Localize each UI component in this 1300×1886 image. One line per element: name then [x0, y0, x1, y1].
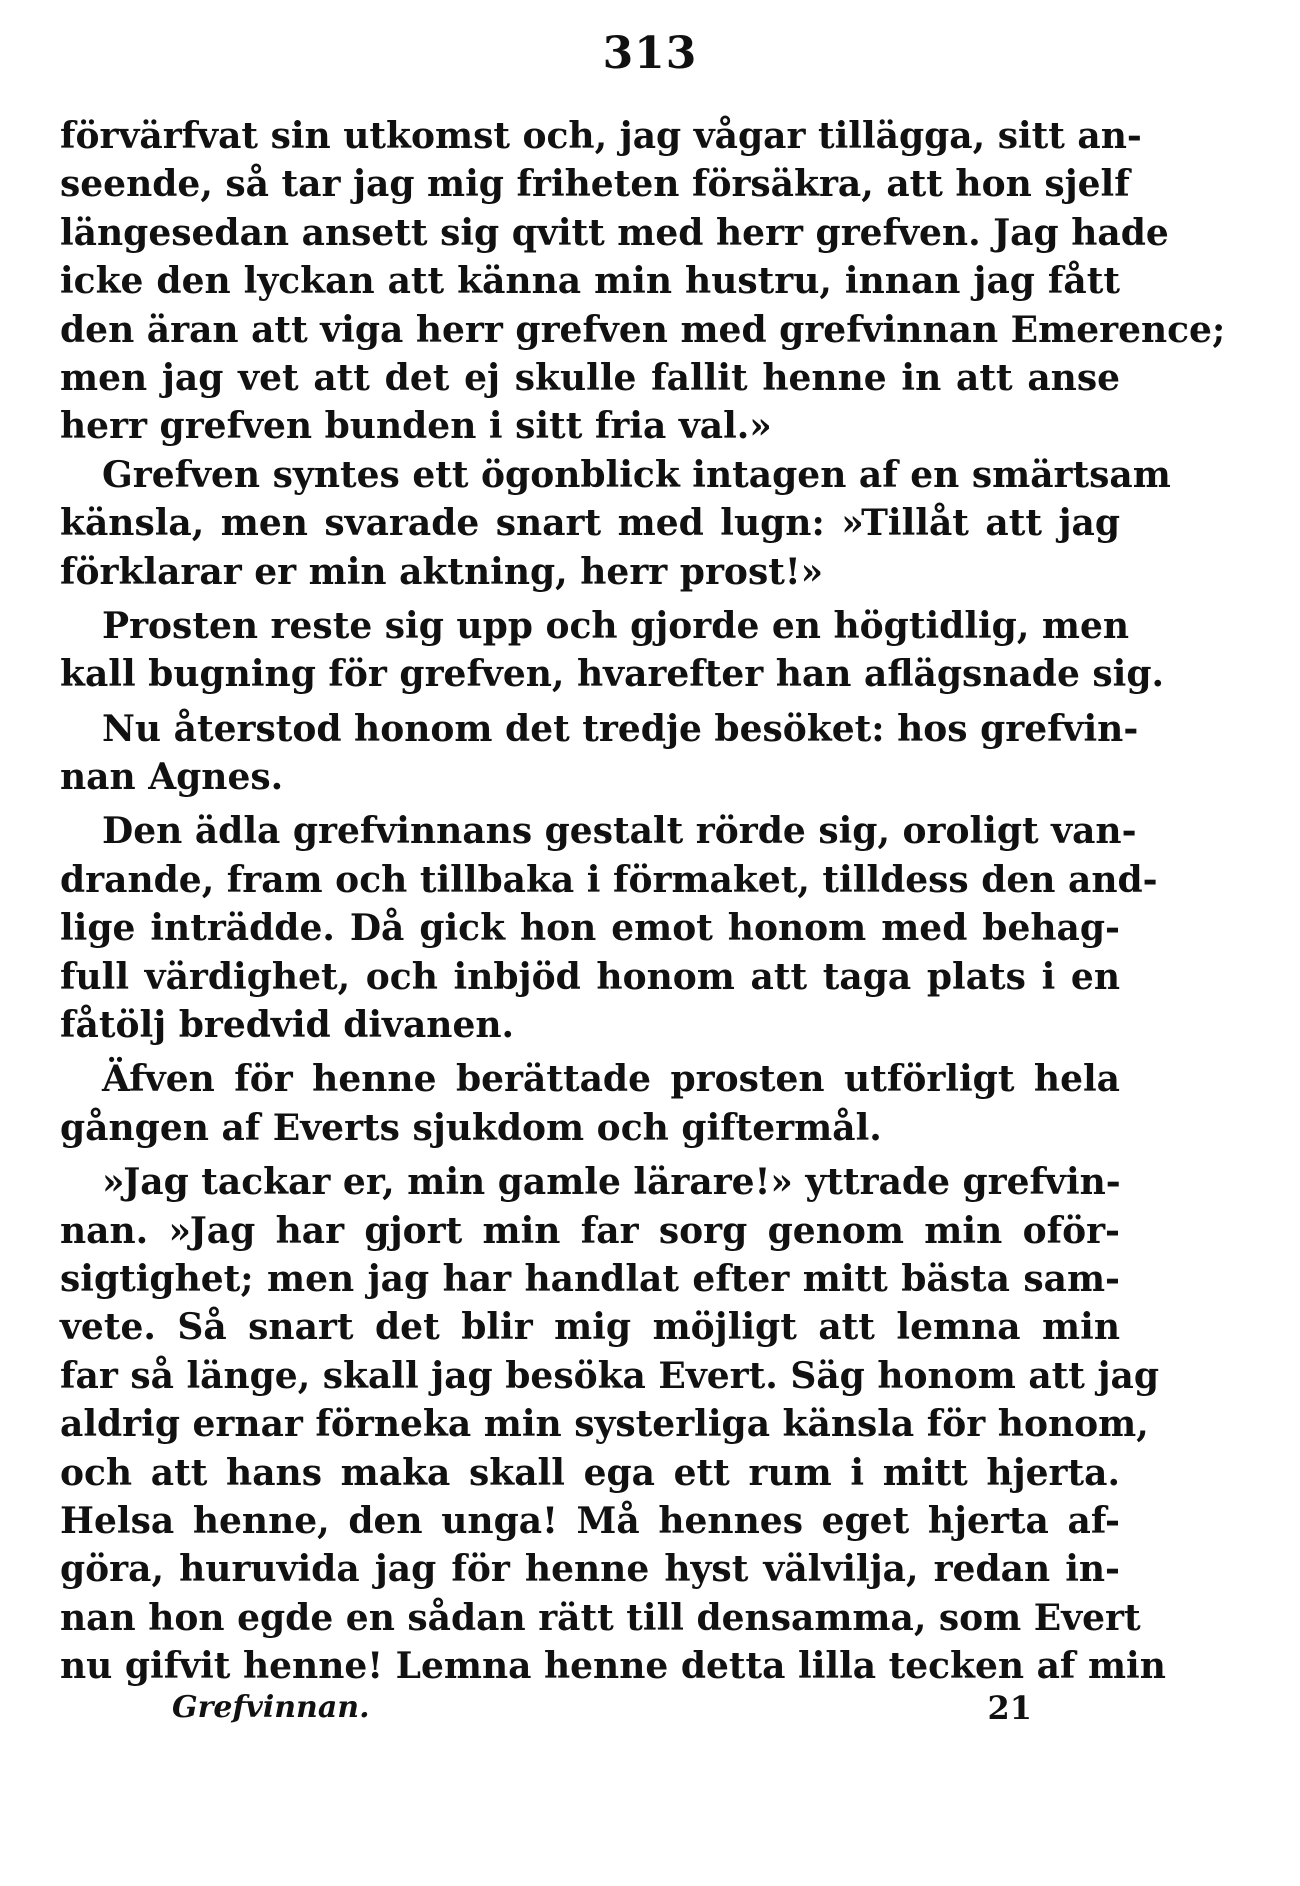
- text-line: kall bugning för grefven, hvarefter han aflägsnade sig.: [60, 653, 1165, 696]
- text-line: men jag vet att det ej skulle fallit henne in att anse: [60, 356, 1120, 399]
- sheet-number: 21: [987, 1689, 1032, 1727]
- text-line: nan. »Jag har gjort min far sorg genom min oför-: [60, 1209, 1120, 1252]
- text-line: längesedan ansett sig qvitt med herr grefven. Jag hade: [60, 211, 1169, 254]
- text-line: nu gifvit henne! Lemna henne detta lilla tecken af min: [60, 1645, 1166, 1688]
- text-line: Nu återstod honom det tredje besöket: hos grefvin-: [102, 707, 1139, 750]
- text-line: förvärfvat sin utkomst och, jag vågar tillägga, sitt an-: [60, 115, 1142, 157]
- text-line: lige inträdde. Då gick hon emot honom med behag-: [60, 907, 1120, 950]
- text-line: den äran att viga herr grefven med grefvinnan Emerence;: [60, 308, 1226, 351]
- text-line: drande, fram och tillbaka i förmaket, tilldess den and-: [60, 858, 1158, 901]
- text-line: fåtölj bredvid divanen.: [60, 1004, 515, 1047]
- text-line: far så länge, skall jag besöka Evert. Säg honom att jag: [60, 1354, 1159, 1397]
- text-line: »Jag tackar er, min gamle lärare!» yttrade grefvin-: [102, 1161, 1121, 1204]
- signature-mark: Grefvinnan.: [172, 1690, 370, 1725]
- text-line: seende, så tar jag mig friheten försäkra, att hon sjelf: [60, 163, 1130, 206]
- text-line: Prosten reste sig upp och gjorde en högtidlig, men: [102, 604, 1130, 647]
- text-line: aldrig ernar förneka min systerliga känsla för honom,: [60, 1403, 1149, 1446]
- text-line: gången af Everts sjukdom och giftermål.: [60, 1106, 882, 1149]
- page-number: 313: [602, 28, 698, 79]
- text-line: herr grefven bunden i sitt fria val.»: [60, 405, 772, 448]
- text-line: och att hans maka skall ega ett rum i mitt hjerta.: [60, 1451, 1120, 1494]
- text-line: känsla, men svarade snart med lugn: »Tillåt att jag: [60, 502, 1120, 545]
- text-line: förklarar er min aktning, herr prost!»: [60, 550, 824, 593]
- text-line: sigtighet; men jag har handlat efter mitt bästa sam-: [60, 1257, 1120, 1300]
- text-line: full värdighet, och inbjöd honom att taga plats i en: [60, 955, 1120, 998]
- text-line: Grefven syntes ett ögonblick intagen af en smärtsam: [102, 453, 1171, 496]
- text-line: nan Agnes.: [60, 756, 284, 799]
- text-line: göra, huruvida jag för henne hyst välvilja, redan in-: [60, 1548, 1120, 1591]
- text-line: Den ädla grefvinnans gestalt rörde sig, oroligt van-: [102, 810, 1137, 853]
- text-line: Helsa henne, den unga! Må hennes eget hjerta af-: [60, 1499, 1120, 1542]
- page-footer: [172, 1685, 1052, 1731]
- text-line: vete. Så snart det blir mig möjligt att lemna min: [60, 1306, 1120, 1349]
- body-text: [60, 112, 1226, 1691]
- text-line: Äfven för henne berättade prosten utförligt hela: [102, 1058, 1120, 1101]
- text-line: nan hon egde en sådan rätt till densamma, som Evert: [60, 1596, 1141, 1639]
- text-line: icke den lyckan att känna min hustru, innan jag fått: [60, 260, 1120, 303]
